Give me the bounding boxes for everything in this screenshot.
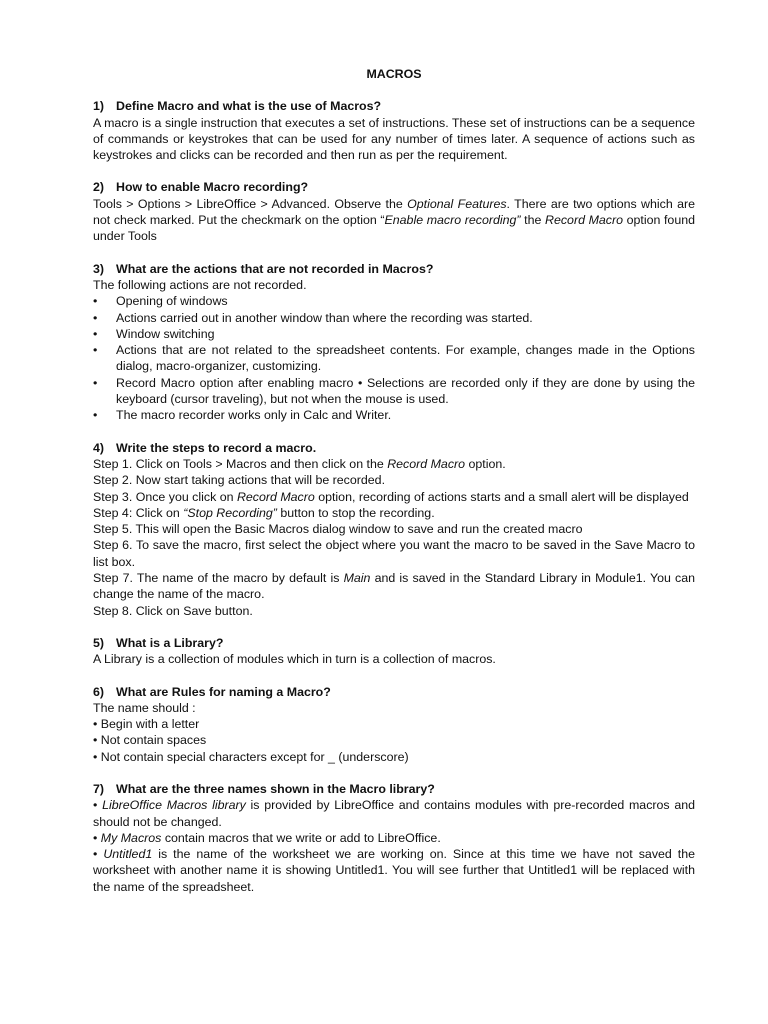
section-4 xyxy=(93,440,695,619)
bullet-icon: • xyxy=(93,310,98,325)
answer-intro: The name should : xyxy=(93,700,196,715)
question-heading xyxy=(93,98,695,114)
list-item xyxy=(93,342,695,375)
list-item xyxy=(93,310,695,326)
bullet-icon: • xyxy=(93,798,103,813)
text-run: button to stop the recording. xyxy=(276,505,435,520)
bullet-icon: • xyxy=(93,326,98,341)
list-item xyxy=(93,375,695,408)
document-page xyxy=(93,66,695,911)
question-heading xyxy=(93,635,695,651)
section-2 xyxy=(93,179,695,244)
question-number: 4) xyxy=(93,440,105,455)
question-text: What are the actions that are not recorded in Macros? xyxy=(116,261,434,276)
step-8: Step 8. Click on Save button. xyxy=(93,603,253,618)
step-1 xyxy=(93,456,695,472)
text-run: Step 1. Click on Tools > Macros and then click on the xyxy=(93,456,388,471)
text-run: option found under Tools xyxy=(93,213,695,244)
list-item-text: Record Macro option after enabling macro • Selections are recorded only if they are done by using the keyboard (cursor traveling), but not when the mouse is used. xyxy=(116,375,695,407)
text-run: option. xyxy=(465,456,506,471)
italic-run: “Stop Recording” xyxy=(183,505,277,520)
question-heading xyxy=(93,261,695,277)
list-item-text: Actions carried out in another window than where the recording was started. xyxy=(116,310,533,325)
section-3 xyxy=(93,261,695,424)
answer-paragraph: A macro is a single instruction that executes a set of instructions. These set of instructions can be a sequence of commands or keystrokes that can be used for any number of times later. A sequence of actions such as keystrokes and clicks can be recorded and then run as per the requirement. xyxy=(93,115,695,163)
italic-run: Enable macro recording” xyxy=(384,213,521,228)
bullet-icon: • xyxy=(93,375,98,390)
text-run: Step 4: Click on xyxy=(93,505,184,520)
page-title: MACROS xyxy=(366,67,422,81)
library-item xyxy=(93,846,695,895)
question-text: Define Macro and what is the use of Macros? xyxy=(116,99,382,114)
list-item-text: Actions that are not related to the spreadsheet contents. For example, changes made in the Options dialog, macro-organizer, customizing. xyxy=(116,343,695,374)
bullet-icon: • xyxy=(93,408,98,423)
answer-intro: The following actions are not recorded. xyxy=(93,277,307,292)
text-run: is provided by LibreOffice and contains modules with pre-recorded macros and should not be changed. xyxy=(93,798,696,829)
bullet-icon: • xyxy=(93,294,98,309)
section-7 xyxy=(93,781,695,895)
italic-run: Record Macro xyxy=(545,213,623,228)
question-text: What are Rules for naming a Macro? xyxy=(116,684,331,699)
question-text: Write the steps to record a macro. xyxy=(116,440,317,455)
bullet-icon: • xyxy=(93,830,101,845)
list-item-text: Opening of windows xyxy=(116,294,228,309)
text-run: is the name of the worksheet we are working on. Since at this time we have not saved the worksheet with another name it is showing Untitled1. You will see further that Untitled1 will be replaced with the name of the spreadsheet. xyxy=(93,847,696,894)
question-text: What is a Library? xyxy=(116,635,224,650)
list-item-text: The macro recorder works only in Calc and Writer. xyxy=(116,408,392,423)
library-item xyxy=(93,830,695,846)
text-run: the xyxy=(520,213,546,228)
question-heading xyxy=(93,684,695,700)
rule-item: • Not contain spaces xyxy=(93,733,207,748)
list-item xyxy=(93,293,695,309)
text-run: and is saved in the Standard Library in Module1. You can change the name of the macro. xyxy=(93,571,695,602)
question-number: 3) xyxy=(93,261,105,276)
text-run: . There are two options which are not check marked. Put the checkmark on the option “ xyxy=(93,196,695,228)
italic-run: Main xyxy=(343,571,371,586)
bullet-icon: • xyxy=(93,343,98,358)
step-6: Step 6. To save the macro, first select the object where you want the macro to be saved in the Save Macro to list box. xyxy=(93,538,695,569)
question-number: 5) xyxy=(93,635,105,650)
step-4 xyxy=(93,505,695,521)
text-run: contain macros that we write or add to LibreOffice. xyxy=(161,830,441,845)
section-1 xyxy=(93,98,695,163)
text-run: option, recording of actions starts and a small alert will be displayed xyxy=(314,489,689,504)
italic-run: My Macros xyxy=(100,830,162,845)
step-7 xyxy=(93,570,695,603)
list-item-text: Window switching xyxy=(116,326,215,341)
question-number: 7) xyxy=(93,781,105,796)
library-item xyxy=(93,797,695,830)
list-item xyxy=(93,407,695,423)
step-3 xyxy=(93,489,695,505)
step-5: Step 5. This will open the Basic Macros dialog window to save and run the created macro xyxy=(93,522,583,537)
question-heading xyxy=(93,781,695,797)
italic-run: Record Macro xyxy=(236,489,315,504)
question-text: What are the three names shown in the Macro library? xyxy=(116,781,435,796)
section-6 xyxy=(93,684,695,765)
italic-run: Record Macro xyxy=(387,456,466,471)
italic-run: LibreOffice Macros library xyxy=(102,798,246,813)
question-heading xyxy=(93,440,695,456)
text-run: Tools > Options > LibreOffice > Advanced. Observe the xyxy=(93,196,408,211)
italic-run: Optional Features xyxy=(407,196,507,211)
rule-item: • Begin with a letter xyxy=(93,717,200,732)
answer-paragraph: A Library is a collection of modules which in turn is a collection of macros. xyxy=(93,652,496,667)
rule-item: • Not contain special characters except for _ (underscore) xyxy=(93,749,409,764)
bullet-list xyxy=(93,293,695,423)
text-run: Step 3. Once you click on xyxy=(93,489,237,504)
italic-run: Untitled1 xyxy=(103,847,153,862)
step-2: Step 2. Now start taking actions that will be recorded. xyxy=(93,473,386,488)
question-heading xyxy=(93,179,695,195)
list-item xyxy=(93,326,695,342)
bullet-icon: • xyxy=(93,847,104,862)
question-text: How to enable Macro recording? xyxy=(116,180,309,195)
question-number: 6) xyxy=(93,684,105,699)
question-number: 1) xyxy=(93,99,105,114)
question-number: 2) xyxy=(93,180,105,195)
answer-paragraph xyxy=(93,196,695,245)
text-run: Step 7. The name of the macro by default is xyxy=(93,571,344,586)
section-5 xyxy=(93,635,695,668)
